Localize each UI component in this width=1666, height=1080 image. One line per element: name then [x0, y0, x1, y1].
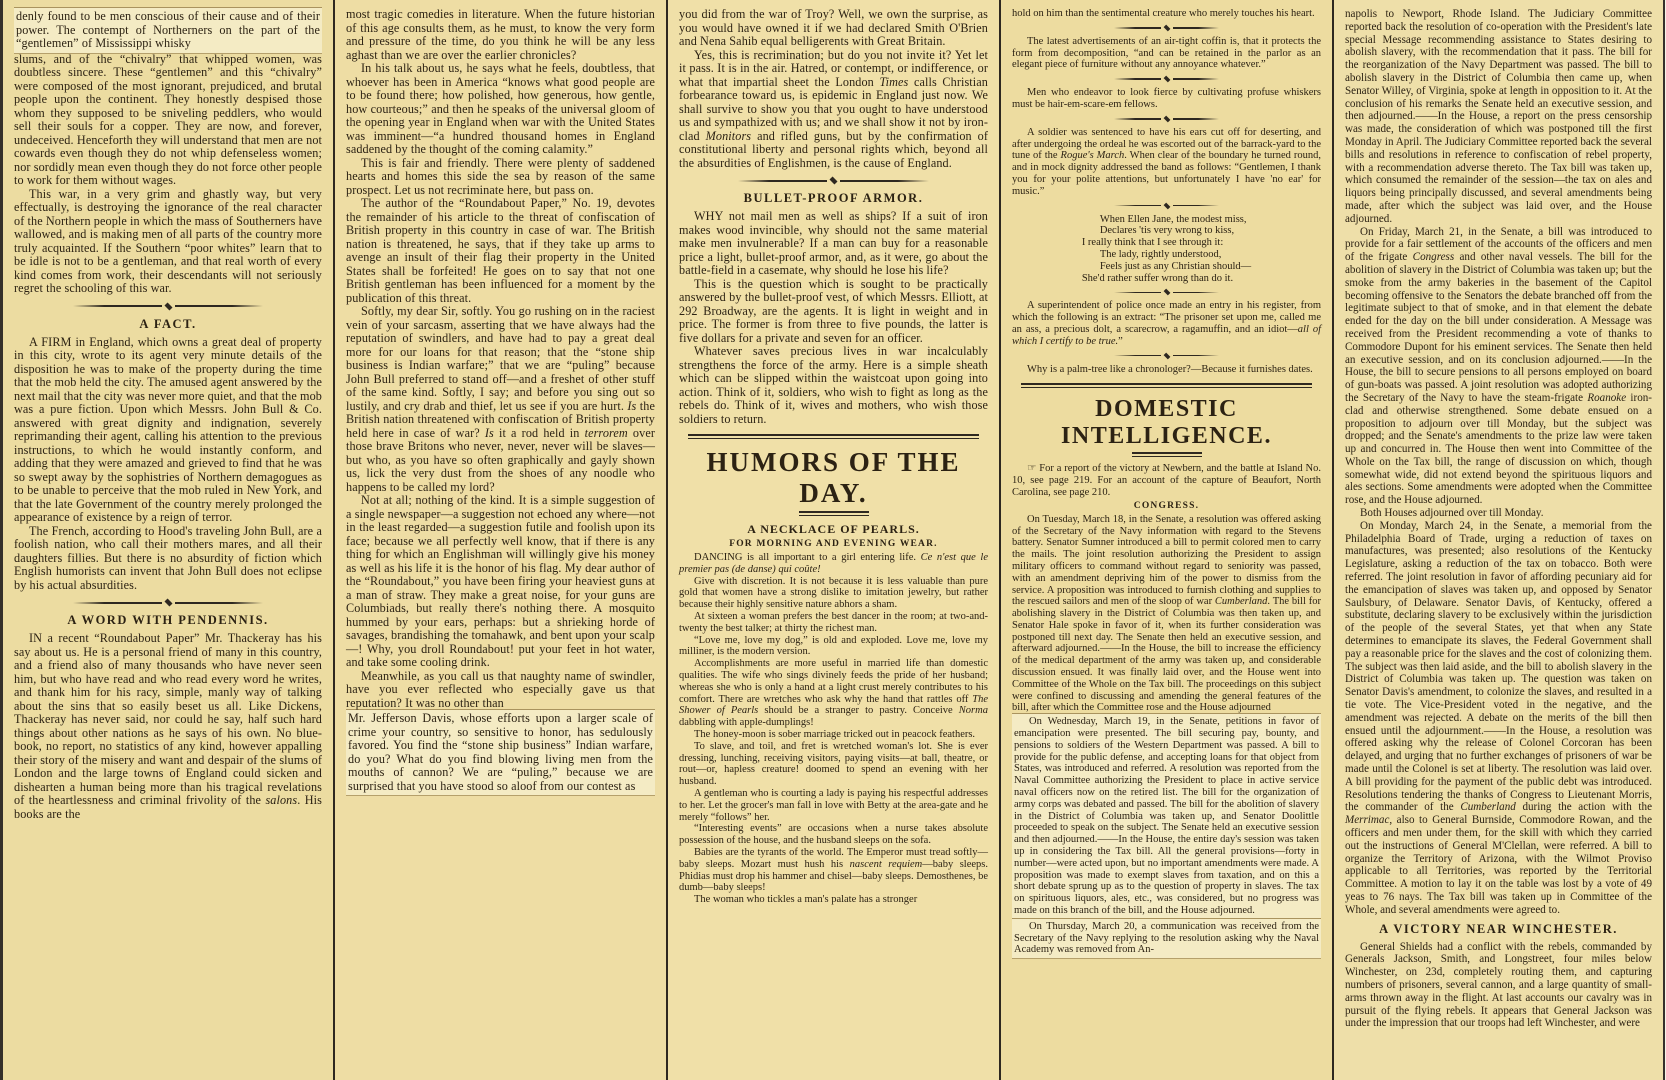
article-paragraph: This war, in a very grim and ghastly way, but very effectually, is destroying the ignorance of the real character of the Northern people in which the mass of Southerners have wallowed, and is making men of all parts of the country more truly acquainted. If the Southern “poor whites” learn that to be idle is not to be a gentleman, and that real worth of every kind comes from work, their descendants will not seriously regret the schooling of this war.: [14, 186, 322, 295]
article-paragraph: hold on him than the sentimental creature who merely touches his heart.: [1012, 8, 1315, 19]
article-paragraph: The author of the “Roundabout Paper,” No. 19, devotes the remainder of his article to the threat of confiscation of British property in this country in case of war. The British nation is threatened, he says, that if they take up arms to avenge an insult of their flag their property in the United States shall be forfeited! He goes on to say that not one British gentleman has been influenced for a moment by the publication of this threat.: [346, 196, 655, 305]
article-paragraph: General Shields had a conflict with the rebels, commanded by Generals Jackson, Smith, and Longstreet, four miles below Winchester, on 23d, completely routing them, and capturing numbers of prisoners, several cannon, and a large quantity of small-arms thrown away in the flight. At last accounts our cavalry was in pursuit of the flying rebels. It appears that General Jackson was under the impression that our troops had left Winchester, and were: [1345, 940, 1652, 1030]
ornamental-divider: [73, 599, 264, 606]
double-rule-divider: [688, 434, 978, 439]
verse-stanza: [1082, 214, 1251, 285]
ornamental-divider: [73, 303, 264, 310]
article-paragraph: Softly, my dear Sir, softly. You go rushing on in the raciest vein of your sarcasm, asserting that we have always had the reputation of swindlers, and have had to pay a great deal more for our loans for that reason; that the “stone ship business is Indian warfare;” that we are “puling” because John Bull preferred to stand off—and a freshet of other stuff of the same kind. Softly, I say; and before you sing out so lustily, and cry drab and thief, let us see if you are hurt. Is the British nation threatened with confiscation of British property held here in case of war? Is it a rod held in terrorem over those brave Britons who never, never, never will be slaves—but who, as you have so often graphically and gayly shown us, lick the very dust from the shoes of any noodle who happens to be called my lord?: [346, 304, 655, 494]
article-paragraph: On Wednesday, March 19, in the Senate, petitions in favor of emancipation were presented. The bill securing pay, bounty, and pensions to soldiers of the Western Department was passed. A bill to provide for the public defense, and accepting loans for that object from States, was introduced and referred. A resolution was reported from the Naval Committee authorizing the President to place in active service naval officers now on the retired list. The bill for the organization of army corps was debated and passed. The bill for the abolition of slavery in the District of Columbia was taken up, and Senator Doolittle proceeded to speak on the subject. The Senate held an executive session and then adjourned.——In the House, the entire day's session was taken up in considering the Tax bill. All the general provisions—forty in number—were acted upon, but no important amendments were made. A proposition was made to exempt slaves from taxation, and on this a short debate sprung up as to the question of property in slaves. The tax on spirituous liquors, ales, etc., was considered, but no progress was made on this branch of the bill, and the House adjourned.: [1012, 714, 1321, 919]
article-paragraph: you did from the war of Troy? Well, we own the surprise, as you would have owned it if we had declared Smith O'Brien and Nena Sahib equal belligerents with Great Britain.: [679, 7, 988, 48]
diamond-ornament-icon: [1163, 289, 1170, 296]
diamond-ornament-icon: [1163, 202, 1170, 209]
verse-line: She'd rather suffer wrong than do it.: [1081, 272, 1234, 284]
ornamental-divider: [1114, 289, 1219, 295]
article-subheading: A NECKLACE OF PEARLS.: [747, 522, 920, 536]
article-paragraph: Give with discretion. It is not because it is less valuable than pure gold that women have a strong dislike to imitation jewelry, but rather because their highly sensitive nature abhors a sham.: [679, 575, 988, 611]
article-paragraph: This is the question which is sought to be practically answered by the bullet-proof vest, of which Messrs. Elliott, at 292 Broadway, are the agents. It is light in weight and in price. The former is from three to five pounds, the latter is five dollars for a private and seven for an officer.: [679, 276, 988, 345]
article-paragraph: This is fair and friendly. There were plenty of saddened hearts and homes this side the sea by reason of the same prospect. Let us not recriminate here, but pass on.: [346, 155, 655, 197]
section-masthead: DOMESTIC INTELLIGENCE.: [1061, 396, 1272, 450]
verse-line: Feels just as any Christian should—: [1099, 260, 1252, 272]
article-paragraph: “Love me, love my dog,” is old and exploded. Love me, love my milliner, is the modern version.: [679, 634, 988, 658]
article-paragraph: napolis to Newport, Rhode Island. The Judiciary Committee reported back the resolution of co-operation with the President's late special Message recommending assistance to States desiring to abolish slavery, with the recommendation that it pass. The bill for the reorganization of the Navy Department was passed. The bill to abolish slavery in the District of Columbia then came up, when Senator Willey, of Virginia, spoke at length in opposition to it. At the conclusion of his remarks the Senate held an executive session, and then adjourned.——In the House, a report on the press censorship was made, the consideration of which was postponed till the first Monday in April. The Judiciary Committee reported back the several bills and resolutions in reference to confiscation of rebel property, with a recommendation adverse thereto. The Tax bill was taken up, which consumed the remainder of the session—the tax on ales and liquors being principally discussed, and several amendments being made, after which the subject was laid over, and the House adjourned.: [1345, 8, 1652, 225]
article-paragraph: “Interesting events” are occasions when a nurse takes absolute possession of the house, and the husband sleeps on the sofa.: [679, 823, 988, 847]
article-paragraph: Whatever saves precious lives in war incalculably strengthens the force of the army. Here is a simple sheath which can be slipped within the waistcoat upon going into action. Think of it, soldiers, who wish to fight as long as the rebels do. Think of it, wives and mothers, who wish those soldiers to return.: [679, 344, 988, 426]
diamond-ornament-icon: [829, 176, 837, 184]
article-paragraph: A FIRM in England, which owns a great deal of property in this city, wrote to its agent very minute details of the disposition he was to make of the property during the time that the mob held the city. The amused agent answered by the next mail that the city was never more quiet, and that the mob was a pure fiction. Upon which Messrs. John Bull & Co. answered with great dignity and indignation, severely reprimanding their agent, calling his attention to the previous instructions, to which he would instantly conform, and adding that they were amazed and grieved to find that he was so swept away by the sophistries of Northern demagogues as to be unable to perceive that the mob ruled in New York, and that the late Government of the country merely prolonged the appearance of existence by a reign of terror.: [14, 334, 322, 524]
article-paragraph: On Monday, March 24, in the Senate, a memorial from the Philadelphia Board of Trade, urging a reduction of taxes on manufactures, was presented; also resolutions of the Kentucky Legislature, asking a reduction of the tax on tobacco. Both were referred. The joint resolution in favor of affording pecuniary aid for the emancipation of slaves was taken up, and opposed by Senator Saulsbury, of Delaware. Senator Davis, of Kentucky, offered a substitute, declaring slavery to be exclusively within the jurisdiction of the people of the several States, yet that when any State determines to emancipate its slaves, the Federal Government shall pay a reasonable price for the slaves and the cost of colonizing them. The subject was then laid aside, and the bill to abolish slavery in the District of Columbia was taken up. The question was taken on Senator Davis's amendment, to colonize the slaves, and resulted in a tie vote. The Vice-President voted in the negative, and the amendment was rejected. A debate on the merits of the bill then ensued until the adjournment.——In the House, a resolution was offered asking why the release of Colonel Corcoran has been delayed, and urging that no further exchanges of prisoners of war be made until the Colonel is set at liberty. The resolution was laid over. A bill providing for the payment of the public debt was introduced. Resolutions tendering the thanks of Congress to Lieutenant Morris, the commander of the Cumberland during the action with the Merrimac, also to General Burnside, Commodore Rowan, and the officers and men under them, for the skill with which they carried out the instructions of General M'Clellan, were referred. A bill to organize the Territory of Arizona, with the Wilmot Proviso applicable to all Territories, was reported by the Territorial Committee. A motion to lay it on the table was lost by a vote of 49 yeas to 76 nays. The Tax bill was taken up in Committee of the Whole, and several amendments were agreed to.: [1345, 519, 1652, 916]
article-heading: A FACT.: [139, 316, 197, 331]
newspaper-column-4: [999, 0, 1332, 1080]
article-paragraph: The latest advertisements of an air-tight coffin is, that it protects the form from decomposition, “and can be retained in the parlor as an elegant piece of furniture without any annoyance whatever.”: [1012, 35, 1321, 71]
editor-notice: ☞ For a report of the victory at Newbern, and the battle at Island No. 10, see page 219. For an account of the capture of Beaufort, North Carolina, see page 210.: [1012, 463, 1321, 498]
article-paragraph: Men who endeavor to look fierce by cultivating profuse whiskers must be hair-em-scare-em fellows.: [1012, 87, 1321, 110]
ornamental-divider: [1114, 25, 1219, 31]
heading-underline: [1132, 452, 1202, 457]
heading-underline: [799, 511, 869, 516]
article-paragraph: On Thursday, March 20, a communication was received from the Secretary of the Navy replying to the resolution asking why the Naval Academy was removed from An-: [1012, 919, 1321, 958]
article-paragraph: Yes, this is recrimination; but do you not invite it? Yet let it pass. It is in the air. Hatred, or contempt, or indifference, or what that impartial sheet the London Times calls Christian forbearance toward us, is epidemic in England just now. We shall survive to show you that you ought to have understood us and sympathized with us; and we shall show it not by iron-clad Monitors and rifled guns, but by the confirmation of constitutional liberty and personal rights which, beyond all the absurdities of Englishmen, is the cause of England.: [679, 47, 988, 170]
article-paragraph: A superintendent of police once made an entry in his register, from which the following is an extract: “The prisoner set upon me, called me an ass, a precious dolt, a scarecrow, a ragamuffin, and an idiot—all of which I certify to be true.”: [1012, 300, 1321, 347]
article-paragraph: Why is a palm-tree like a chronologer?—Because it furnishes dates.: [1027, 363, 1313, 375]
diamond-ornament-icon: [1163, 76, 1170, 83]
diamond-ornament-icon: [1163, 352, 1170, 359]
newspaper-column-3: [666, 0, 999, 1080]
ornamental-divider: [1114, 76, 1219, 82]
article-paragraph: WHY not mail men as well as ships? If a suit of iron makes wood invincible, why should not the same material make men invulnerable? If a man can buy for a reasonable price a light, bullet-proof armor, and, as it were, go about the battle-field in a casemate, why should he lose his life?: [679, 209, 988, 277]
article-paragraph: most tragic comedies in literature. When the future historian of this age consults them, as he must, to know the very form and pressure of the time, do you think he will be any less aghast than we are over the earlier chronicles?: [346, 7, 655, 62]
article-heading: A VICTORY NEAR WINCHESTER.: [1379, 921, 1618, 936]
article-heading: BULLET-PROOF ARMOR.: [743, 191, 924, 205]
article-paragraph: slums, and of the “chivalry” that whipped women, was doubtless sincere. These “gentlemen” and this “chivalry” were composed of the most ignorant, prejudiced, and brutal people upon the continent. They honestly despised those whom they supposed to be sniveling peddlers, who would sell their souls for a copper. They are now, and forever, undeceived. Henceforth they will understand that men are not cowards even though they do not whip defenseless women; nor sordidly mean even though they do not force other people to work for them without wages.: [14, 51, 322, 187]
diamond-ornament-icon: [1163, 115, 1170, 122]
article-paragraph: DANCING is all important to a girl entering life. Ce n'est que le premier pas (de danse) qui coûte!: [679, 552, 989, 575]
article-paragraph: Mr. Jefferson Davis, whose efforts upon a larger scale of crime your country, so sensitive to honor, has sedulously favored. You find the “stone ship business” Indian warfare, do you? What do you find blowing living men from the mouths of cannon? We are “puling,” because we are surprised that you have stood so aloof from our contest as: [346, 710, 655, 795]
article-paragraph: On Friday, March 21, in the Senate, a bill was introduced to provide for a fair settlement of the accounts of the officers and men of the frigate Congress and other naval vessels. The bill for the abolition of slavery in the District of Columbia was taken up; but the smoke from the army bakeries in the basement of the Capitol becoming offensive to the Senators the debate branched off from the legitimate subject to that of smoke, and in that element the debate ended for the day on the bill under consideration. A Message was received from the President recommending a vote of thanks to Commodore Dupont for his eminent services. The Senate then held an executive session, and on its conclusion adjourned.——In the House, the bill to secure pensions to all persons employed on board of gun-boats was passed. A joint resolution was adopted authorizing the Secretary of the Navy to have the steam-frigate Roanoke iron-clad and otherwise strengthened. Some debate ensued on a proposition to adjourn over till Monday, but the subject was dropped; and the Senate's amendments to the prize law were taken up and concurred in. The House then went into Committee of the Whole on the Tax bill, the range of discussion on which, though somewhat wide, did not extend beyond the spirituous liquors and ales sections. Some amendments were adopted when the Committee rose, and the House adjourned.: [1345, 225, 1653, 507]
article-paragraph: A gentleman who is courting a lady is paying his respectful addresses to her. Let the grocer's man fall in love with Betty at the area-gate and he merely “follows” her.: [679, 787, 988, 823]
verse-line: When Ellen Jane, the modest miss,: [1099, 213, 1247, 225]
article-paragraph: The French, according to Hood's traveling John Bull, are a foolish nation, who call their mothers mares, and all their daughters fillies. But there is no absurdity of fiction which English humorists can invent that John Bull does not eclipse by his actual absurdities.: [14, 523, 322, 592]
article-paragraph: Both Houses adjourned over till Monday.: [1360, 507, 1544, 520]
verse-line: Declares 'tis very wrong to kiss,: [1099, 225, 1235, 237]
article-paragraph: At sixteen a woman prefers the best dancer in the room; at two-and-twenty the best talker; at thirty the richest man.: [679, 610, 988, 634]
article-paragraph: Meanwhile, as you call us that naughty name of swindler, have you ever reflected who especially gave us that reputation? It was no other than: [346, 668, 655, 710]
ornamental-divider: [738, 177, 930, 184]
diamond-ornament-icon: [1163, 24, 1170, 31]
article-subsubheading: FOR MORNING AND EVENING WEAR.: [729, 539, 938, 549]
newspaper-column-1: [0, 0, 333, 1080]
double-rule-divider: [1021, 383, 1311, 388]
newspaper-column-2: [333, 0, 666, 1080]
article-paragraph: In his talk about us, he says what he feels, doubtless, that whoever has been in America “knows what good people are to be found there; how polished, how generous, how gentle, how courteous;” and then he speaks of the universal gloom of the opening year in England when war with the United States was imminent—“a hundred thousand homes in England saddened by the thought of the coming calamity.”: [346, 61, 655, 156]
article-heading: A WORD WITH PENDENNIS.: [67, 613, 269, 627]
section-masthead: HUMORS OF THE DAY.: [706, 447, 961, 508]
article-paragraph: Accomplishments are more useful in married life than domestic qualities. The wife who sings divinely feeds the pride of her husband; whereas she who is only a hand at a light crust merely contributes to his comfort. There are wretches who ask why the hand that rattles off The Shower of Pearls should be a stranger to pastry. Conceive Norma dabbling with apple-dumplings!: [679, 658, 988, 729]
article-paragraph: On Tuesday, March 18, in the Senate, a resolution was offered asking of the Secretary of the Navy information with regard to the Stevens battery. Senator Sumner introduced a bill to permit colored men to carry the mails. The joint resolution authorizing the President to assign military officers to command without regard to seniority was passed, with an amendment depriving him of the power to dismiss from the service. A proposition was introduced to furnish clothing and supplies to the rescued sailors and men of the sloop of war Cumberland. The bill for abolishing slavery in the District of Columbia was then taken up, and Senator Hale spoke in favor of it, when its further consideration was postponed till next day. The Senate then held an executive session, and afterward adjourned.——In the House, the bill to increase the efficiency of the medical department of the army was taken up, and considerable discussion ensued. It was finally laid over, and the House went into Committee of the Whole on the Tax bill. The proceedings on this subject were confined to discussing and amending the general features of the bill, after which the Committee rose and the House adjourned: [1012, 513, 1321, 714]
diamond-ornament-icon: [164, 302, 172, 310]
article-paragraph: The honey-moon is sober marriage tricked out in peacock feathers.: [694, 728, 976, 740]
article-paragraph: To slave, and toil, and fret is wretched woman's lot. She is ever dressing, lunching, receiving visitors, paying visits—at ball, theatre, or rout—or, hapless creature! doomed to spend an evening with her husband.: [679, 740, 988, 788]
article-paragraph: Babies are the tyrants of the world. The Emperor must tread softly—baby sleeps. Mozart must hush his nascent requiem—baby sleeps. Phidias must drop his hammer and chisel—baby sleeps. Demosthenes, be dumb—baby sleeps!: [679, 846, 988, 894]
article-paragraph: Not at all; nothing of the kind. It is a simple suggestion of a single newspaper—a suggestion not echoed any where—not in the least regarded—a suggestion futile and foolish upon its face; because we all perfectly well know, that if there is any thing for which an Englishman will willingly give his money as well as his life it is the honor of his flag. My dear author of the “Roundabout,” you have been firing your heaviest guns at a man of straw. They make a great noise, for your guns are Columbiads, but really there's nothing there. A mosquito hummed by your ears, perhaps: but a shrieking horde of savages, brandishing the tomahawk, and bent upon your scalp—! Why, you droll Roundabout! put your feet in hot water, and take some cooling drink.: [346, 493, 655, 669]
article-paragraph: A soldier was sentenced to have his ears cut off for deserting, and after undergoing the ordeal he was escorted out of the barrack-yard to the tune of the Rogue's March. When clear of the boundary he turned round, and in mock dignity addressed the band as follows: “Gentlemen, I thank you for your polite attentions, but unfortunately I have 'no ear' for music.”: [1012, 126, 1321, 197]
article-subsubheading: CONGRESS.: [1133, 500, 1200, 511]
ornamental-divider: [1114, 353, 1219, 359]
diamond-ornament-icon: [164, 598, 172, 606]
newspaper-column-5: [1332, 0, 1665, 1080]
article-paragraph: denly found to be men conscious of their cause and of their power. The contempt of Northerners on the part of the “gentlemen” of Mississippi whisky: [14, 8, 322, 53]
article-paragraph: The woman who tickles a man's palate has a stronger: [694, 894, 918, 906]
article-paragraph: IN a recent “Roundabout Paper” Mr. Thackeray has his say about us. He is a personal friend of many in this country, and a friend also of many thousands who have never seen him, but who have read and who read every word he writes, and thank him for his racy, simple, manly way of talking about the sins that so easily beset us all. Like Dickens, Thackeray has never said, nor could he say, half such hard things about other nations as he says of his own. No blue-book, no report, no statistics of any kind, however appalling their story of the misery and want and despair of the slums of London and the large towns of England could sicken and dishearten a human being more than his tragical revelations of the heartlessness and criminal frivolity of the salons. His books are the: [14, 631, 322, 821]
ornamental-divider: [1114, 203, 1219, 209]
verse-line: The lady, rightly understood,: [1099, 248, 1222, 260]
verse-line: I really think that I see through it:: [1081, 237, 1224, 249]
ornamental-divider: [1114, 116, 1219, 122]
